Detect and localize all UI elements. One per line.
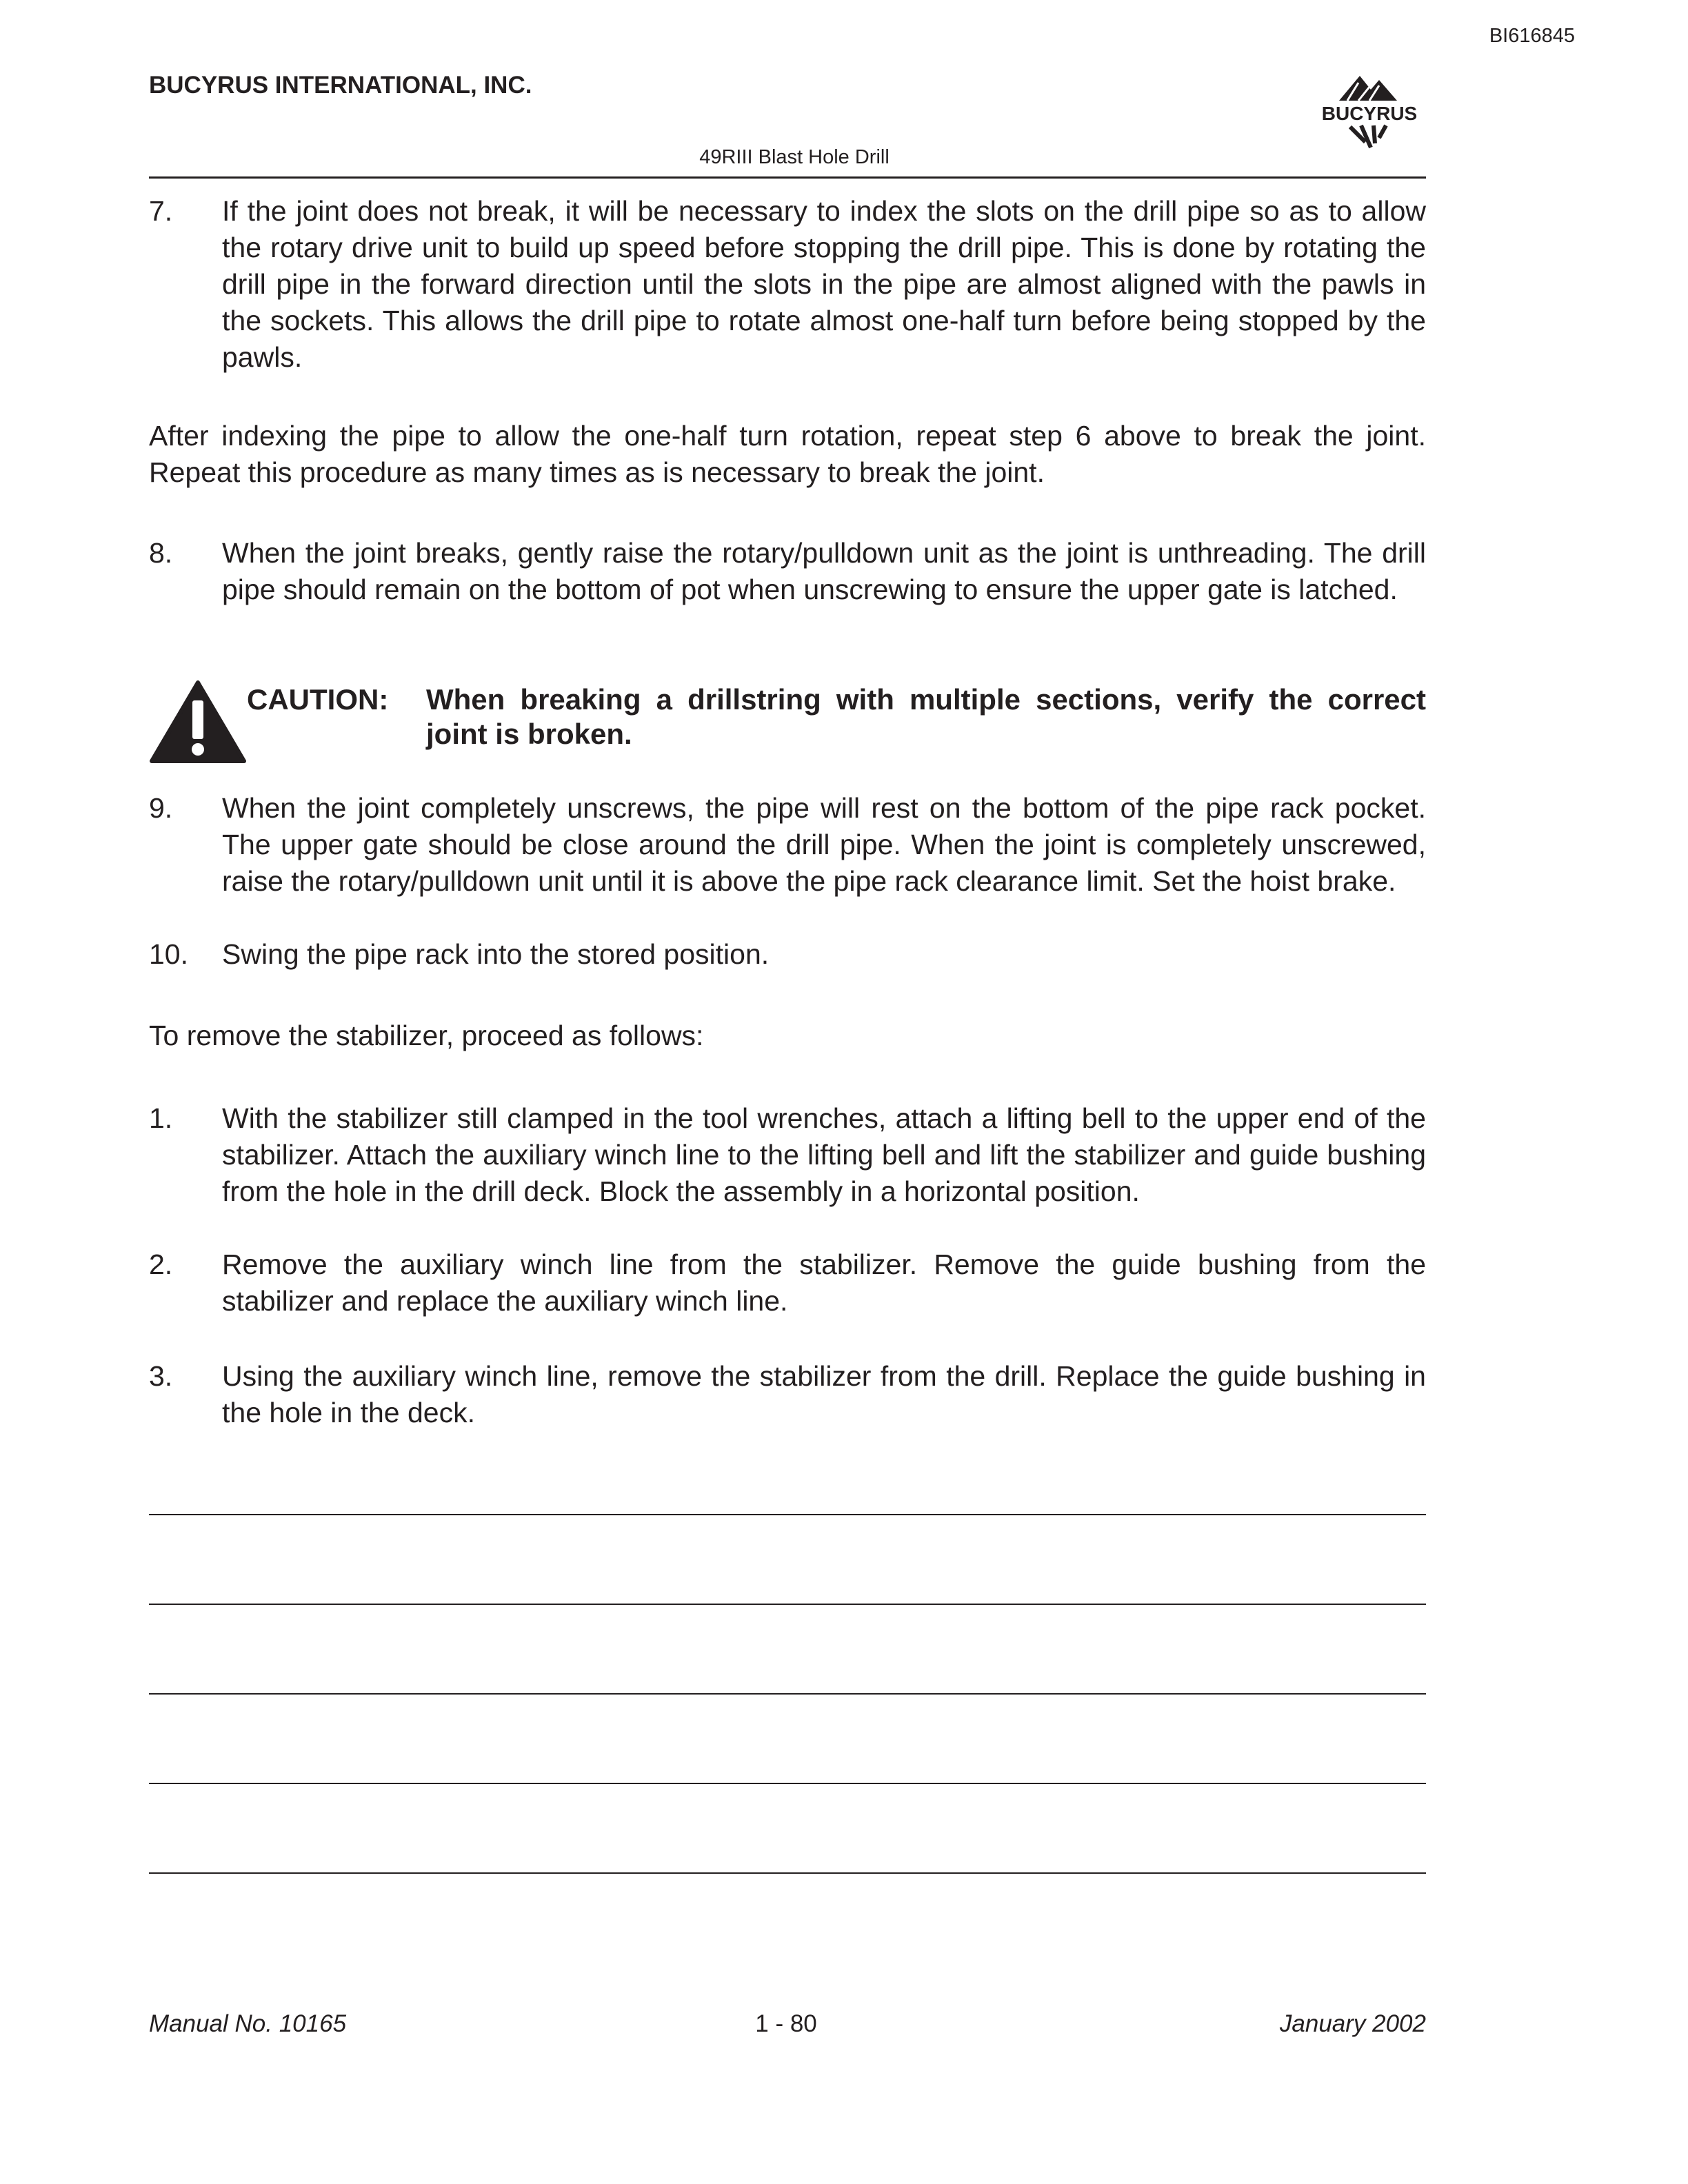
step-text: Swing the pipe rack into the stored position. (222, 938, 770, 970)
publication-date: January 2002 (1279, 2010, 1426, 2037)
step-number: 3. (149, 1360, 173, 1392)
note-line (149, 1783, 1426, 1784)
document-id: BI616845 (1489, 25, 1575, 47)
caution-label: CAUTION: (247, 683, 389, 716)
step-number: 2. (149, 1248, 173, 1280)
caution-text: When breaking a drillstring with multiple sections, verify the correct joint is broken. (426, 683, 1426, 750)
step-text: Using the auxiliary winch line, remove the stabilizer from the drill. Replace the guide bushing in the hole in the deck. (222, 1360, 1426, 1428)
step-number: 9. (149, 792, 173, 824)
step-text: When the joint completely unscrews, the pipe will rest on the bottom of the pipe rack pocket. The upper gate should be close around the drill pipe. When the joint is completely unscrewed, raise the rotary/pulldown unit until it is above the pipe rack clearance limit. Set the hoist brake. (222, 792, 1426, 897)
step-number: 10. (149, 938, 188, 970)
page-number: 1 - 80 (755, 2010, 817, 2037)
company-name: BUCYRUS INTERNATIONAL, INC. (149, 72, 532, 99)
note-line (149, 1604, 1426, 1605)
step-number: 7. (149, 195, 173, 227)
bucyrus-logo (1302, 72, 1437, 153)
paragraph-indexing: After indexing the pipe to allow the one-half turn rotation, repeat step 6 above to break the joint. Repeat this procedure as many times as is necessary to break the joint. (149, 420, 1426, 488)
paragraph-remove-stabilizer: To remove the stabilizer, proceed as follows: (149, 1020, 704, 1051)
step-text: If the joint does not break, it will be necessary to index the slots on the drill pipe so as to allow the rotary drive unit to build up speed before stopping the drill pipe. This is done by rotating the drill pipe in the forward direction until the slots in the pipe are almost aligned with the pawls in the sockets. This allows the drill pipe to rotate almost one-half turn before being stopped by the pawls. (222, 195, 1426, 373)
note-line (149, 1514, 1426, 1515)
warning-triangle-icon (149, 680, 247, 765)
logo-text: BUCYRUS (1321, 103, 1418, 124)
manual-number: Manual No. 10165 (149, 2010, 347, 2037)
step-text: Remove the auxiliary winch line from the stabilizer. Remove the guide bushing from the stabilizer and replace the auxiliary winch line. (222, 1248, 1426, 1317)
header-rule (149, 176, 1426, 179)
note-line (149, 1693, 1426, 1695)
step-text: With the stabilizer still clamped in the tool wrenches, attach a lifting bell to the upper end of the stabilizer. Attach the auxiliary winch line to the lifting bell and lift the stabilizer and guide bushing from the hole in the drill deck. Block the assembly in a horizontal position. (222, 1102, 1426, 1207)
note-line (149, 1872, 1426, 1874)
step-number: 8. (149, 537, 173, 569)
step-number: 1. (149, 1102, 173, 1134)
step-text: When the joint breaks, gently raise the rotary/pulldown unit as the joint is unthreading. The drill pipe should remain on the bottom of pot when unscrewing to ensure the upper gate is latched. (222, 537, 1426, 605)
document-subtitle: 49RIII Blast Hole Drill (699, 146, 890, 168)
